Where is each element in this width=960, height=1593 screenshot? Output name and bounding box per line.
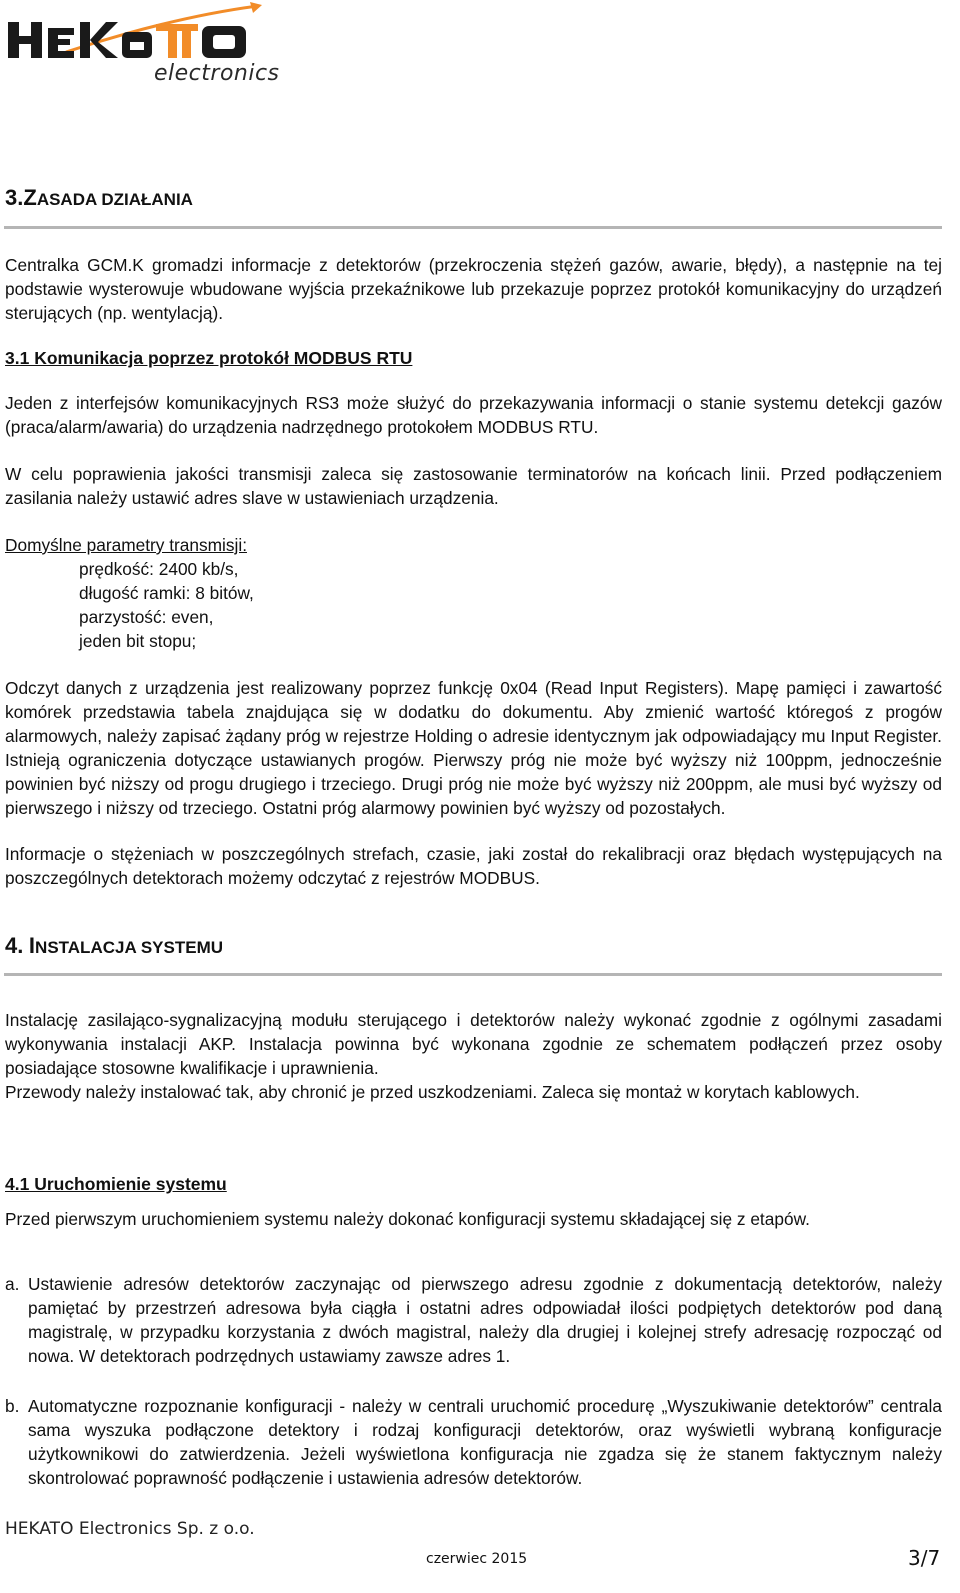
section-4-number: 4. [5, 933, 24, 958]
section-3-intro: Centralka GCM.K gromadzi informacje z detektorów (przekroczenia stężeń gazów, awarie, błędy), a następnie na tej podstawie wysterowuje wbudowane wyjścia przekaźnikowe lub przekazuje poprzez protokół komunikacyjny do urządzeń sterujących (np. wentylacją). [5, 255, 942, 323]
param-item: parzystość: even, [79, 607, 214, 627]
startup-intro: Przed pierwszym uruchomieniem systemu należy dokonać konfiguracji systemu składającej się z etapów. [5, 1209, 810, 1229]
param-item: długość ramki: 8 bitów, [79, 583, 254, 603]
list-marker: a. [5, 1274, 20, 1294]
section-3-heading [5, 185, 193, 211]
section-3-number: 3. [5, 185, 24, 210]
installation-paragraph-1: Instalację zasilająco-sygnalizacyjną modułu sterującego i detektorów należy wykonać zgodnie z ogólnymi zasadami wykonywania instalacji AKP. Instalacja powinna być wykonana zgodnie ze schematem podłączeń przez osoby posiadające stosowne kwalifikacje i uprawnienia. [5, 1010, 942, 1078]
section-divider [4, 973, 942, 976]
list-marker: b. [5, 1396, 20, 1416]
list-item [5, 1272, 942, 1368]
footer-company: HEKATO Electronics Sp. z o.o. [5, 1519, 255, 1539]
list-item-text: Ustawienie adresów detektorów zaczynając od pierwszego adresu zgodnie z dokumentacją detektorów, należy pamiętać by przestrzeń adresowa była ciągła i ostatni adres odpowiadał ilości podpiętych detektorów pod daną magistralę, w przypadku korzystania z dwóch magistral, należy dla drugiej i kolejnej strefy adresację rozpocząć od nowa. W detektorach podrzędnych ustawiamy zawsze adres 1. [28, 1274, 942, 1366]
section-3-first-letter: Z [23, 185, 37, 210]
params-label: Domyślne parametry transmisji: [5, 535, 247, 555]
subsection-4-1-title: 4.1 Uruchomienie systemu [5, 1174, 227, 1194]
modbus-paragraph-1: Jeden z interfejsów komunikacyjnych RS3 może służyć do przekazywania informacji o stanie systemu detekcji gazów (praca/alarm/awaria) do urządzenia nadrzędnego protokołem MODBUS RTU. [5, 393, 942, 437]
logo-subtitle: electronics [154, 61, 280, 86]
modbus-paragraph-2: W celu poprawienia jakości transmisji zaleca się zastosowanie terminatorów na końcach linii. Przed podłączeniem zasilania należy ustawić adres slave w ustawieniach urządzenia. [5, 464, 942, 508]
footer-date: czerwiec 2015 [426, 1551, 528, 1567]
section-3-title: ASADA DZIAŁANIA [36, 190, 193, 209]
list-item [5, 1394, 942, 1490]
subsection-3-1-title: 3.1 Komunikacja poprzez protokół MODBUS RTU [5, 348, 413, 368]
page-number: 3/7 [908, 1546, 941, 1570]
section-4-heading [5, 933, 223, 959]
section-4-title: NSTALACJA SYSTEMU [35, 938, 224, 957]
modbus-info-paragraph: Informacje o stężeniach w poszczególnych strefach, czasie, jaki został do rekalibracji oraz błędach występujących na poszczególnych detektorach możemy odczytać z rejestrów MODBUS. [5, 844, 942, 888]
installation-paragraph-2: Przewody należy instalować tak, aby chronić je przed uszkodzeniami. Zaleca się montaż w korytach kablowych. [5, 1082, 860, 1102]
section-divider [4, 226, 942, 229]
param-item: jeden bit stopu; [79, 631, 197, 651]
section-4-first-letter: I [28, 933, 36, 958]
list-item-text: Automatyczne rozpoznanie konfiguracji - należy w centrali uruchomić procedurę „Wyszukiwanie detektorów” centrala sama wyszuka podłączone detektory i rodzaj konfiguracji detektorów, oraz wyświetli wybraną konfiguracje użytkownikowi do zatwierdzenia. Jeżeli wyświetlona konfiguracja nie zgadza się że stanem faktycznym należy skontrolować poprawność podłączenie i ustawienia adresów detektorów. [28, 1396, 942, 1488]
param-item: prędkość: 2400 kb/s, [79, 559, 239, 579]
read-registers-paragraph: Odczyt danych z urządzenia jest realizowany poprzez funkcję 0x04 (Read Input Registers). Mapę pamięci i zawartość komórek przedstawia tabela znajdująca się w dodatku do dokumentu. Aby zmienić wartość któregoś z progów alarmowych, należy zapisać żądany próg w rejestrze Holding o adresie identycznym jak odpowiadający mu Input Register. Istnieją ograniczenia dotyczące ustawianych progów. Pierwszy próg nie może być wyższy niż 100ppm, jednocześnie powinien być niższy od progu drugiego i trzeciego. Drugi próg nie może być wyższy niż 200ppm, ale musi być wyższy od pierwszego i niższy od trzeciego. Ostatni próg alarmowy powinien być wyższy od pozostałych. [5, 678, 942, 818]
